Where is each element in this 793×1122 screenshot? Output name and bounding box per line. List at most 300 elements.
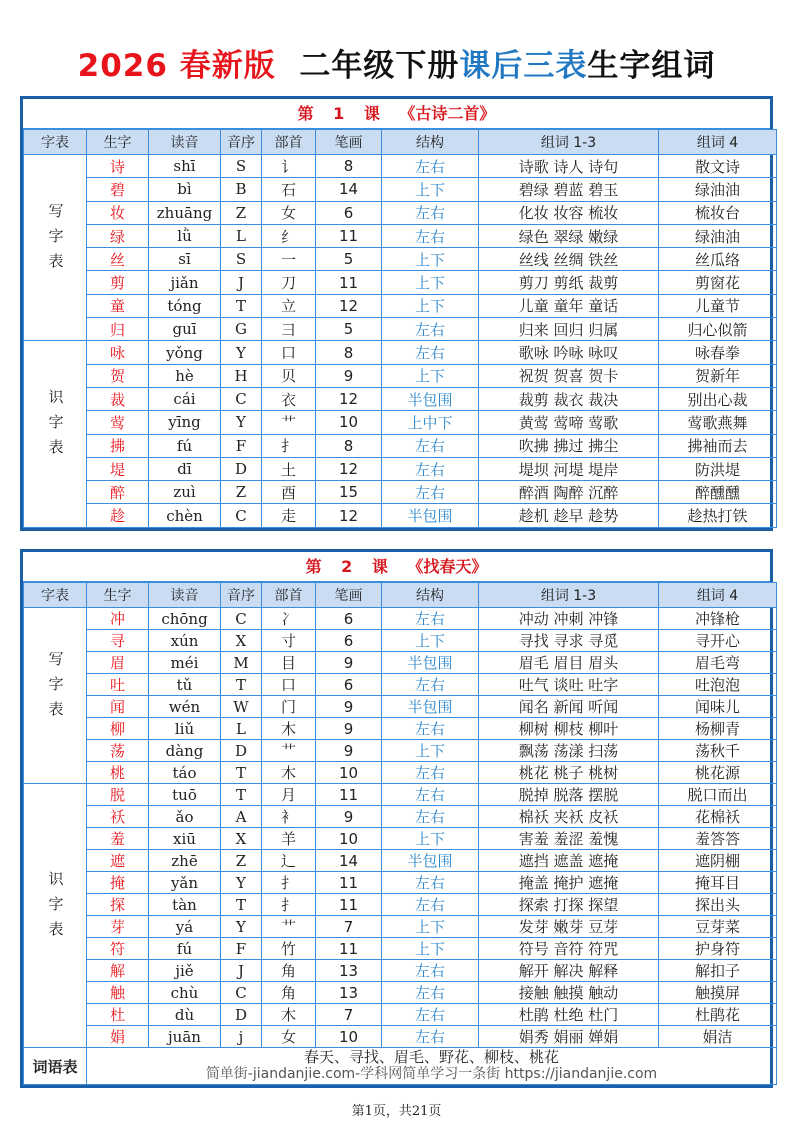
cell: 剪刀 剪纸 裁剪 <box>479 271 659 294</box>
cell: 上下 <box>382 916 479 938</box>
cell: Y <box>221 341 262 364</box>
cell: 上下 <box>382 938 479 960</box>
cell: 12 <box>316 504 382 527</box>
column-header: 组词 4 <box>659 130 777 155</box>
cell: 上下 <box>382 271 479 294</box>
cell: 口 <box>262 674 316 696</box>
cell: chù <box>149 982 221 1004</box>
cell: 左右 <box>382 806 479 828</box>
cell: 9 <box>316 740 382 762</box>
cell: 左右 <box>382 224 479 247</box>
group-label: 写字表 <box>24 155 87 341</box>
cell: 土 <box>262 457 316 480</box>
cell: 解开 解决 解释 <box>479 960 659 982</box>
cell: 女 <box>262 201 316 224</box>
cell: 莺歌燕舞 <box>659 411 777 434</box>
cell: 掩 <box>87 872 149 894</box>
cell: 归心似箭 <box>659 318 777 341</box>
cell: 娟秀 娟丽 婵娟 <box>479 1026 659 1048</box>
cell: shī <box>149 155 221 178</box>
cell: T <box>221 762 262 784</box>
cell: X <box>221 630 262 652</box>
cell: 11 <box>316 224 382 247</box>
cell: 8 <box>316 341 382 364</box>
cell: 11 <box>316 894 382 916</box>
cell: 左右 <box>382 872 479 894</box>
cell: chōng <box>149 608 221 630</box>
cell: 妆 <box>87 201 149 224</box>
cell: zhuāng <box>149 201 221 224</box>
cell: Y <box>221 916 262 938</box>
cell: 羞答答 <box>659 828 777 850</box>
cell: yá <box>149 916 221 938</box>
vocab-label: 词语表 <box>24 1048 87 1085</box>
header-row <box>24 583 777 608</box>
cell: 13 <box>316 960 382 982</box>
cell: 杜鹃 杜绝 杜门 <box>479 1004 659 1026</box>
table-row <box>24 960 777 982</box>
cell: 10 <box>316 828 382 850</box>
cell: 桃花 桃子 桃树 <box>479 762 659 784</box>
cell: 11 <box>316 938 382 960</box>
cell: 黄莺 莺啼 莺歌 <box>479 411 659 434</box>
cell: 冲锋枪 <box>659 608 777 630</box>
cell: 角 <box>262 960 316 982</box>
cell: cái <box>149 387 221 410</box>
cell: xún <box>149 630 221 652</box>
cell: 14 <box>316 178 382 201</box>
cell: M <box>221 652 262 674</box>
table-row <box>24 806 777 828</box>
cell: 散文诗 <box>659 155 777 178</box>
table-row <box>24 696 777 718</box>
cell: 6 <box>316 608 382 630</box>
column-header: 字表 <box>24 130 87 155</box>
cell: lǜ <box>149 224 221 247</box>
cell: L <box>221 718 262 740</box>
table-row <box>24 1004 777 1026</box>
cell: tàn <box>149 894 221 916</box>
column-header: 组词 4 <box>659 583 777 608</box>
cell: 探出头 <box>659 894 777 916</box>
cell: 归 <box>87 318 149 341</box>
cell: 9 <box>316 718 382 740</box>
vocab-row <box>24 1048 777 1085</box>
cell: méi <box>149 652 221 674</box>
cell: S <box>221 248 262 271</box>
cell: 荡 <box>87 740 149 762</box>
cell: 目 <box>262 652 316 674</box>
vocab-cell <box>87 1048 777 1085</box>
header-row <box>24 130 777 155</box>
cell: j <box>221 1026 262 1048</box>
cell: 纟 <box>262 224 316 247</box>
cell: 闻味儿 <box>659 696 777 718</box>
cell: 9 <box>316 364 382 387</box>
group-label: 识字表 <box>24 341 87 527</box>
cell: 11 <box>316 872 382 894</box>
table-row <box>24 294 777 317</box>
cell: 杨柳青 <box>659 718 777 740</box>
column-header: 读音 <box>149 130 221 155</box>
cell: 掩盖 掩护 遮掩 <box>479 872 659 894</box>
cell: 杜鹃花 <box>659 1004 777 1026</box>
cell: 柳树 柳枝 柳叶 <box>479 718 659 740</box>
cell: 吐气 谈吐 吐字 <box>479 674 659 696</box>
table-row <box>24 1026 777 1048</box>
cell: 艹 <box>262 411 316 434</box>
cell: 眉 <box>87 652 149 674</box>
cell: 衤 <box>262 806 316 828</box>
cell: 荡秋千 <box>659 740 777 762</box>
cell: 咏春拳 <box>659 341 777 364</box>
cell: 8 <box>316 155 382 178</box>
cell: 左右 <box>382 718 479 740</box>
cell: 解扣子 <box>659 960 777 982</box>
cell: 羊 <box>262 828 316 850</box>
cell: 符号 音符 符咒 <box>479 938 659 960</box>
cell: 木 <box>262 718 316 740</box>
cell: 彐 <box>262 318 316 341</box>
table-row <box>24 341 777 364</box>
cell: 寻开心 <box>659 630 777 652</box>
table-row <box>24 457 777 480</box>
cell: 上下 <box>382 740 479 762</box>
table-row <box>24 387 777 410</box>
cell: 裁剪 裁衣 裁决 <box>479 387 659 410</box>
cell: T <box>221 894 262 916</box>
cell: T <box>221 784 262 806</box>
cell: yǒng <box>149 341 221 364</box>
cell: 桃 <box>87 762 149 784</box>
vocab-table <box>23 582 777 1085</box>
cell: C <box>221 387 262 410</box>
cell: 扌 <box>262 872 316 894</box>
cell: 绿油油 <box>659 178 777 201</box>
cell: 趁 <box>87 504 149 527</box>
lesson-1-table <box>20 96 773 531</box>
cell: dù <box>149 1004 221 1026</box>
table-row <box>24 982 777 1004</box>
cell: 讠 <box>262 155 316 178</box>
table-row <box>24 630 777 652</box>
cell: F <box>221 434 262 457</box>
cell: 归来 回归 归属 <box>479 318 659 341</box>
cell: jiǎn <box>149 271 221 294</box>
table-row <box>24 271 777 294</box>
cell: B <box>221 178 262 201</box>
cell: H <box>221 364 262 387</box>
cell: 绿 <box>87 224 149 247</box>
cell: 符 <box>87 938 149 960</box>
lesson-title: 第 1 课 《古诗二首》 <box>23 99 770 129</box>
cell: 触 <box>87 982 149 1004</box>
lesson-title: 第 2 课 《找春天》 <box>23 552 770 582</box>
title-suffix: 生字组词 <box>587 48 716 84</box>
cell: 儿童 童年 童话 <box>479 294 659 317</box>
cell: 石 <box>262 178 316 201</box>
cell: 10 <box>316 762 382 784</box>
cell: yǎn <box>149 872 221 894</box>
cell: 左右 <box>382 1004 479 1026</box>
cell: 寸 <box>262 630 316 652</box>
group-label: 写字表 <box>24 608 87 784</box>
cell: 左右 <box>382 674 479 696</box>
document-title <box>0 40 793 85</box>
cell: chèn <box>149 504 221 527</box>
cell: W <box>221 696 262 718</box>
cell: 左右 <box>382 1026 479 1048</box>
cell: F <box>221 938 262 960</box>
table-row <box>24 201 777 224</box>
cell: 绿色 翠绿 嫩绿 <box>479 224 659 247</box>
cell: 12 <box>316 387 382 410</box>
cell: 左右 <box>382 894 479 916</box>
cell: 半包围 <box>382 504 479 527</box>
cell: 9 <box>316 806 382 828</box>
cell: 遮挡 遮盖 遮掩 <box>479 850 659 872</box>
cell: 莺 <box>87 411 149 434</box>
cell: 童 <box>87 294 149 317</box>
cell: 半包围 <box>382 652 479 674</box>
cell: 口 <box>262 341 316 364</box>
column-header: 音序 <box>221 130 262 155</box>
cell: 吐 <box>87 674 149 696</box>
table-row <box>24 434 777 457</box>
column-header: 部首 <box>262 130 316 155</box>
cell: 掩耳目 <box>659 872 777 894</box>
cell: 柳 <box>87 718 149 740</box>
cell: 11 <box>316 784 382 806</box>
page-number: 第1页，共21页 <box>351 1104 442 1119</box>
column-header: 组词 1-3 <box>479 130 659 155</box>
vocab-words: 春天、寻找、眉毛、野花、柳枝、桃花 <box>303 1048 559 1066</box>
cell: 8 <box>316 434 382 457</box>
cell: yīng <box>149 411 221 434</box>
cell: sī <box>149 248 221 271</box>
cell: 5 <box>316 248 382 271</box>
cell: tóng <box>149 294 221 317</box>
cell: 化妆 妆容 梳妆 <box>479 201 659 224</box>
cell: 门 <box>262 696 316 718</box>
cell: 脱掉 脱落 摆脱 <box>479 784 659 806</box>
cell: 眉毛 眉目 眉头 <box>479 652 659 674</box>
table-row <box>24 894 777 916</box>
column-header: 笔画 <box>316 583 382 608</box>
table-row <box>24 155 777 178</box>
cell: 扌 <box>262 434 316 457</box>
cell: 6 <box>316 201 382 224</box>
cell: 6 <box>316 674 382 696</box>
cell: 棉袄 夹袄 皮袄 <box>479 806 659 828</box>
cell: 贺新年 <box>659 364 777 387</box>
cell: 羞 <box>87 828 149 850</box>
cell: D <box>221 457 262 480</box>
cell: 12 <box>316 457 382 480</box>
cell: 娟 <box>87 1026 149 1048</box>
cell: 诗 <box>87 155 149 178</box>
cell: 半包围 <box>382 387 479 410</box>
cell: 害羞 羞涩 羞愧 <box>479 828 659 850</box>
cell: 9 <box>316 652 382 674</box>
cell: 7 <box>316 916 382 938</box>
table-row <box>24 481 777 504</box>
cell: zuì <box>149 481 221 504</box>
cell: 7 <box>316 1004 382 1026</box>
cell: 拂袖而去 <box>659 434 777 457</box>
title-grade: 二年级下册 <box>299 48 460 84</box>
cell: 吐泡泡 <box>659 674 777 696</box>
group-label: 识字表 <box>24 784 87 1048</box>
cell: 左右 <box>382 341 479 364</box>
cell: 碧绿 碧蓝 碧玉 <box>479 178 659 201</box>
cell: xiū <box>149 828 221 850</box>
cell: 接触 触摸 触动 <box>479 982 659 1004</box>
cell: 上下 <box>382 828 479 850</box>
cell: 艹 <box>262 740 316 762</box>
cell: 衣 <box>262 387 316 410</box>
cell: dàng <box>149 740 221 762</box>
cell: 月 <box>262 784 316 806</box>
table-row <box>24 740 777 762</box>
cell: 左右 <box>382 434 479 457</box>
cell: dī <box>149 457 221 480</box>
column-header: 字表 <box>24 583 87 608</box>
cell: 剪 <box>87 271 149 294</box>
cell: 左右 <box>382 762 479 784</box>
cell: 酉 <box>262 481 316 504</box>
cell: 12 <box>316 294 382 317</box>
cell: 贝 <box>262 364 316 387</box>
cell: 寻找 寻求 寻觅 <box>479 630 659 652</box>
table-row <box>24 938 777 960</box>
cell: 拂 <box>87 434 149 457</box>
title-year: 2026 <box>77 48 168 84</box>
cell: 飘荡 荡漾 扫荡 <box>479 740 659 762</box>
cell: 冫 <box>262 608 316 630</box>
cell: hè <box>149 364 221 387</box>
cell: 别出心裁 <box>659 387 777 410</box>
column-header: 结构 <box>382 130 479 155</box>
cell: 裁 <box>87 387 149 410</box>
cell: 遮 <box>87 850 149 872</box>
table-row <box>24 828 777 850</box>
cell: liǔ <box>149 718 221 740</box>
table-row <box>24 364 777 387</box>
cell: tǔ <box>149 674 221 696</box>
cell: 贺 <box>87 364 149 387</box>
cell: X <box>221 828 262 850</box>
column-header: 组词 1-3 <box>479 583 659 608</box>
cell: 左右 <box>382 982 479 1004</box>
column-header: 音序 <box>221 583 262 608</box>
cell: 堤 <box>87 457 149 480</box>
cell: 趁热打铁 <box>659 504 777 527</box>
cell: fú <box>149 938 221 960</box>
table-row <box>24 674 777 696</box>
cell: 木 <box>262 1004 316 1026</box>
cell: 左右 <box>382 318 479 341</box>
cell: 堤坝 河堤 堤岸 <box>479 457 659 480</box>
cell: fú <box>149 434 221 457</box>
cell: 闻 <box>87 696 149 718</box>
cell: 探索 打探 探望 <box>479 894 659 916</box>
cell: 上下 <box>382 294 479 317</box>
cell: jiě <box>149 960 221 982</box>
cell: 上下 <box>382 630 479 652</box>
cell: 半包围 <box>382 696 479 718</box>
cell: 寻 <box>87 630 149 652</box>
cell: 梳妆台 <box>659 201 777 224</box>
cell: 左右 <box>382 608 479 630</box>
column-header: 生字 <box>87 130 149 155</box>
cell: Z <box>221 201 262 224</box>
cell: 发芽 嫩芽 豆芽 <box>479 916 659 938</box>
cell: Y <box>221 872 262 894</box>
cell: wén <box>149 696 221 718</box>
table-row <box>24 318 777 341</box>
cell: bì <box>149 178 221 201</box>
cell: 歌咏 吟咏 咏叹 <box>479 341 659 364</box>
cell: 上下 <box>382 364 479 387</box>
cell: Z <box>221 850 262 872</box>
cell: 冲动 冲刺 冲锋 <box>479 608 659 630</box>
vocab-table <box>23 129 777 528</box>
cell: 脱 <box>87 784 149 806</box>
cell: C <box>221 982 262 1004</box>
cell: ǎo <box>149 806 221 828</box>
cell: 遮阴棚 <box>659 850 777 872</box>
cell: 护身符 <box>659 938 777 960</box>
cell: A <box>221 806 262 828</box>
table-row <box>24 762 777 784</box>
table-row <box>24 224 777 247</box>
cell: 左右 <box>382 784 479 806</box>
cell: 儿童节 <box>659 294 777 317</box>
cell: 娟洁 <box>659 1026 777 1048</box>
cell: 芽 <box>87 916 149 938</box>
lesson-2-table <box>20 549 773 1088</box>
cell: 袄 <box>87 806 149 828</box>
table-row <box>24 411 777 434</box>
cell: zhē <box>149 850 221 872</box>
cell: D <box>221 1004 262 1026</box>
cell: 左右 <box>382 960 479 982</box>
cell: L <box>221 224 262 247</box>
cell: 杜 <box>87 1004 149 1026</box>
cell: J <box>221 960 262 982</box>
cell: 诗歌 诗人 诗句 <box>479 155 659 178</box>
cell: C <box>221 608 262 630</box>
cell: 解 <box>87 960 149 982</box>
cell: 左右 <box>382 155 479 178</box>
cell: 左右 <box>382 481 479 504</box>
cell: 左右 <box>382 457 479 480</box>
cell: tuō <box>149 784 221 806</box>
table-row <box>24 504 777 527</box>
cell: 5 <box>316 318 382 341</box>
cell: 半包围 <box>382 850 479 872</box>
cell: 眉毛弯 <box>659 652 777 674</box>
cell: 15 <box>316 481 382 504</box>
title-highlight: 课后三表 <box>459 48 588 84</box>
table-row <box>24 872 777 894</box>
title-edition: 春新版 <box>179 48 276 84</box>
cell: C <box>221 504 262 527</box>
cell: 脱口而出 <box>659 784 777 806</box>
cell: D <box>221 740 262 762</box>
cell: guī <box>149 318 221 341</box>
